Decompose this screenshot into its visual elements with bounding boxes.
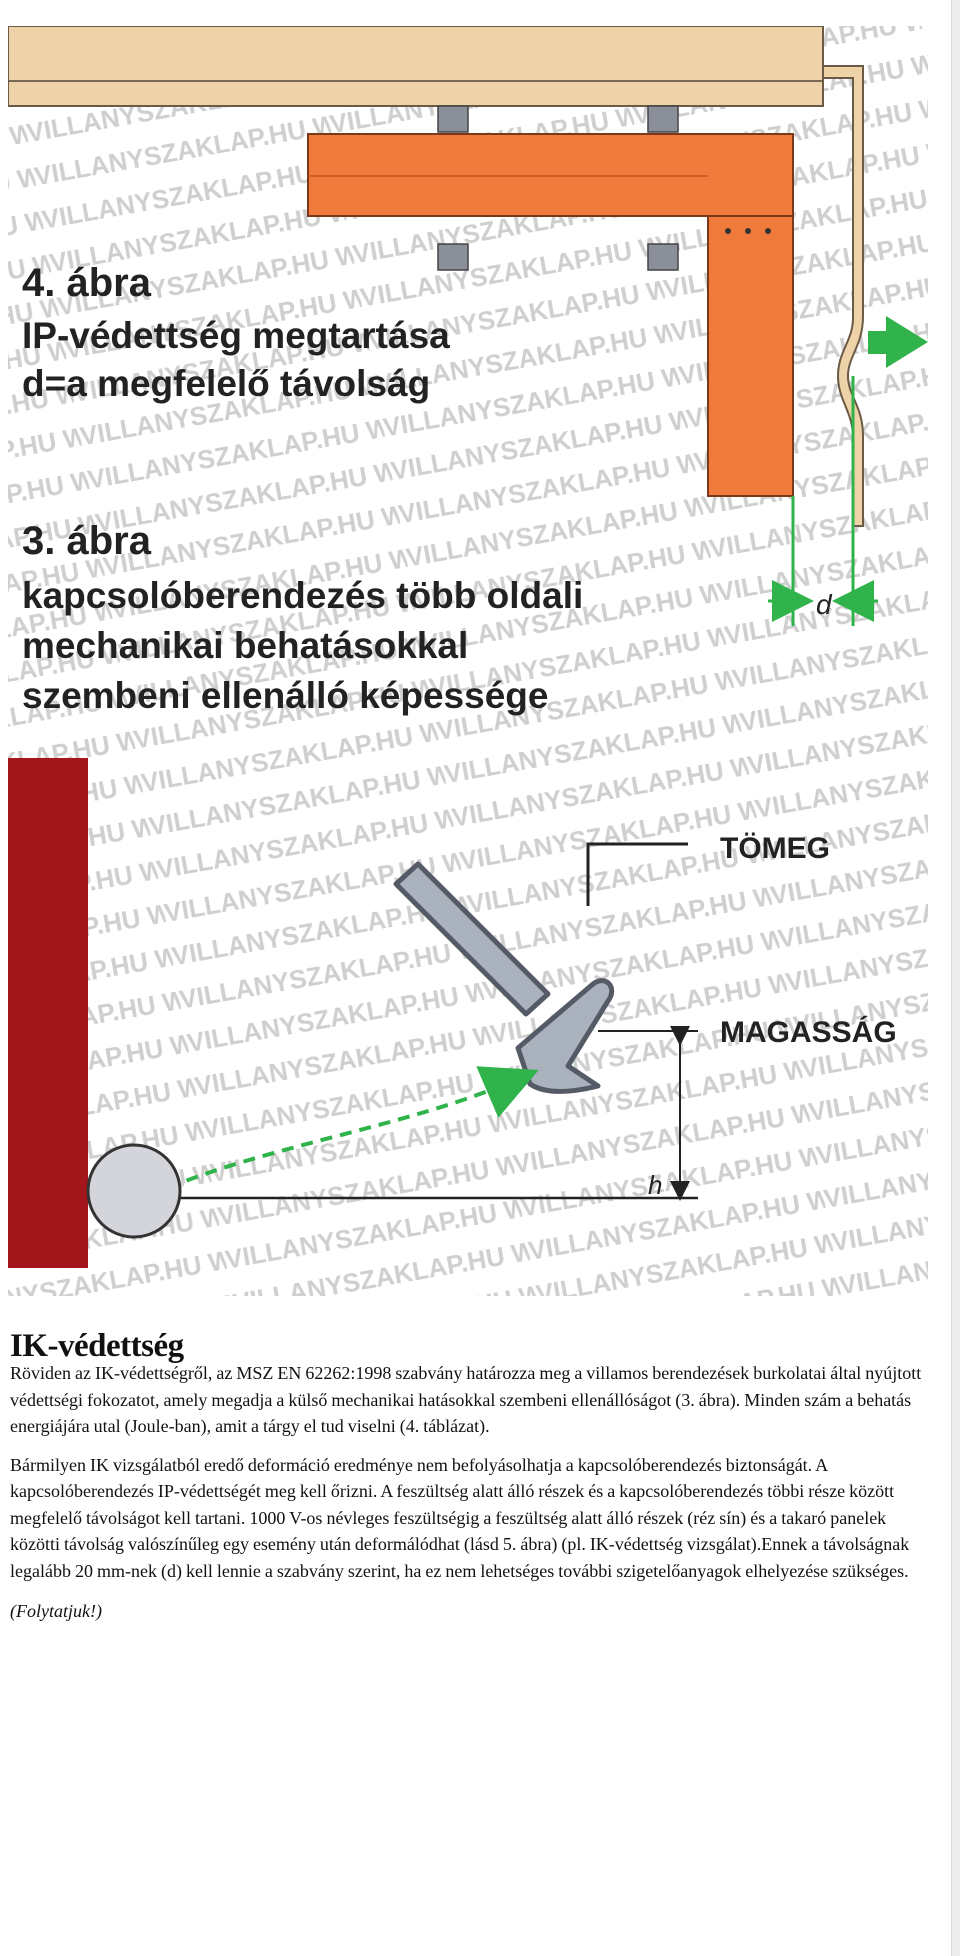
fig4-line1: IP-védettség megtartása bbox=[22, 315, 450, 356]
top-board bbox=[8, 26, 823, 106]
height-label: MAGASSÁG bbox=[720, 1016, 897, 1049]
fig3-number: 3. ábra bbox=[22, 519, 151, 563]
fig4-line2: d=a megfelelő távolság bbox=[22, 363, 431, 404]
fig3-line1: kapcsolóberendezés több oldali bbox=[22, 575, 584, 616]
figure-svg bbox=[8, 26, 928, 1296]
continued-note: (Folytatjuk!) bbox=[10, 1601, 102, 1621]
page-right-border bbox=[951, 0, 960, 1956]
bolt-top-right bbox=[648, 106, 678, 132]
dimension-d-label: d bbox=[816, 589, 832, 620]
bolt-bottom-left bbox=[438, 244, 468, 270]
article bbox=[10, 1330, 925, 1637]
steel-ball bbox=[88, 1145, 180, 1237]
bolt-top-left bbox=[438, 106, 468, 132]
bolt-bottom-right bbox=[648, 244, 678, 270]
paragraph-deformation: Bármilyen IK vizsgálatból eredő deformáció eredménye nem befolyásolhatja a kapcsolóberendezés biztonságát. A kapcsolóberendezés IP-védettségét meg kell őrizni. A feszültség alatt álló részek és a kapcsolóberendezés többi része között megfelelő távolságot kell tartani. 1000 V-os névleges feszültségig a feszültség alatt álló részek (réz sín) és a takaró panelek közötti távolság valószínűleg egy esemény után deformálódhat (lásd 5. ábra) (pl. IK-védettség vizsgálat).Ennek a távolságnak legalább 20 mm-nek (d) kell lennie a szabvány szerint, ha ez nem lehetséges további szigetelőanyagok elhelyezése szükséges. bbox=[10, 1454, 910, 1581]
paragraph-intro: Röviden az IK-védettségről, az MSZ EN 62262:1998 szabvány határozza meg a villamos berendezések burkolatai által nyújtott védettségi fokozatot, amely megadja a külső mechanikai hatásokkal szembeni ellenállóságot (3. ábra). Minden szám a behatás energiájára utal (Joule-ban), amit a tárgy el tud viselni (4. táblázat). bbox=[10, 1363, 922, 1436]
fig3-line3: szembeni ellenálló képessége bbox=[22, 675, 549, 716]
fig4-number: 4. ábra bbox=[22, 261, 151, 305]
fig3-line2: mechanikai behatásokkal bbox=[22, 625, 469, 666]
cabinet-wall bbox=[8, 758, 88, 1268]
mass-label: TÖMEG bbox=[720, 832, 830, 865]
h-label: h bbox=[648, 1170, 663, 1200]
technical-figure bbox=[8, 26, 928, 1296]
article-title: IK-védettség bbox=[10, 1328, 184, 1364]
